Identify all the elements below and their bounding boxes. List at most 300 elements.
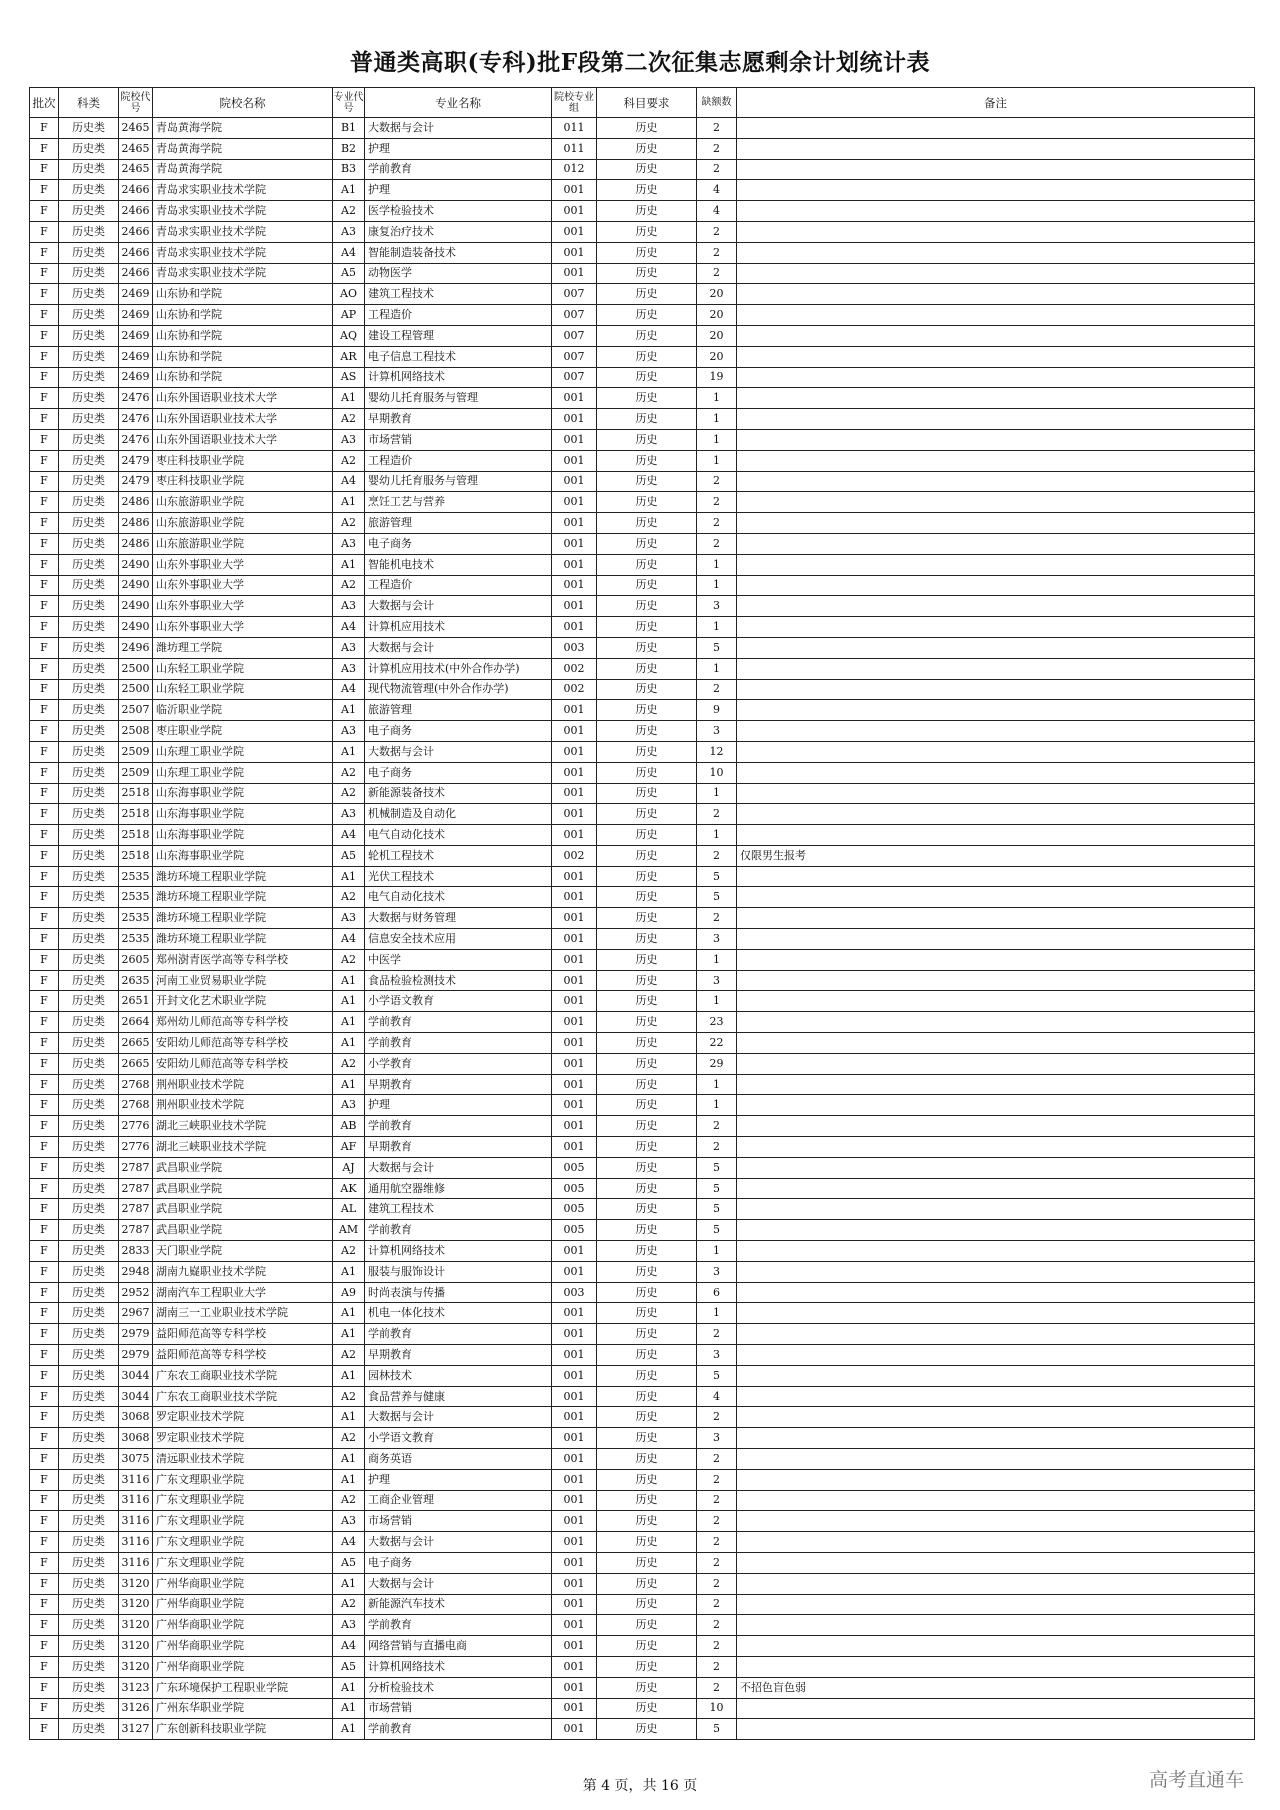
cell-vacancy: 1 — [697, 1303, 737, 1324]
cell-batch: F — [30, 1137, 59, 1158]
cell-category: 历史类 — [59, 637, 119, 658]
cell-major-group: 012 — [552, 159, 597, 180]
cell-remark — [737, 866, 1255, 887]
cell-vacancy: 2 — [697, 1552, 737, 1573]
cell-school-code: 3120 — [119, 1636, 153, 1657]
cell-vacancy: 2 — [697, 221, 737, 242]
cell-category: 历史类 — [59, 845, 119, 866]
table-row — [30, 596, 1255, 617]
cell-school-name: 湖南三一工业职业技术学院 — [153, 1303, 333, 1324]
cell-major-name: 通用航空器维修 — [365, 1178, 552, 1199]
cell-category: 历史类 — [59, 533, 119, 554]
cell-category: 历史类 — [59, 1137, 119, 1158]
cell-major-group: 001 — [552, 1033, 597, 1054]
cell-major-name: 动物医学 — [365, 263, 552, 284]
table-row — [30, 1532, 1255, 1553]
cell-category: 历史类 — [59, 1719, 119, 1740]
cell-remark — [737, 492, 1255, 513]
cell-category: 历史类 — [59, 1261, 119, 1282]
cell-remark — [737, 1303, 1255, 1324]
cell-batch: F — [30, 388, 59, 409]
cell-batch: F — [30, 1261, 59, 1282]
cell-subject-req: 历史 — [597, 908, 697, 929]
cell-major-name: 计算机应用技术(中外合作办学) — [365, 658, 552, 679]
table-row — [30, 721, 1255, 742]
cell-remark — [737, 305, 1255, 326]
cell-category: 历史类 — [59, 1074, 119, 1095]
table-row — [30, 1573, 1255, 1594]
cell-subject-req: 历史 — [597, 1345, 697, 1366]
cell-major-name: 智能机电技术 — [365, 554, 552, 575]
cell-major-name: 服装与服饰设计 — [365, 1261, 552, 1282]
table-row — [30, 513, 1255, 534]
cell-school-name: 广东农工商职业技术学院 — [153, 1365, 333, 1386]
cell-remark — [737, 201, 1255, 222]
cell-school-name: 青岛求实职业技术学院 — [153, 221, 333, 242]
cell-school-name: 广东创新科技职业学院 — [153, 1719, 333, 1740]
cell-remark — [737, 367, 1255, 388]
cell-school-code: 2466 — [119, 180, 153, 201]
table-row — [30, 658, 1255, 679]
cell-major-code: AO — [333, 284, 365, 305]
cell-major-code: A3 — [333, 221, 365, 242]
cell-major-group: 001 — [552, 409, 597, 430]
cell-major-name: 分析检验技术 — [365, 1677, 552, 1698]
cell-major-name: 食品营养与健康 — [365, 1386, 552, 1407]
cell-category: 历史类 — [59, 596, 119, 617]
cell-batch: F — [30, 1033, 59, 1054]
cell-major-code: A2 — [333, 1053, 365, 1074]
cell-batch: F — [30, 471, 59, 492]
cell-school-code: 2509 — [119, 762, 153, 783]
cell-school-name: 山东海事职业学院 — [153, 825, 333, 846]
cell-vacancy: 1 — [697, 825, 737, 846]
cell-vacancy: 1 — [697, 554, 737, 575]
cell-remark — [737, 388, 1255, 409]
cell-school-name: 湖北三峡职业技术学院 — [153, 1116, 333, 1137]
cell-batch: F — [30, 1552, 59, 1573]
cell-batch: F — [30, 1615, 59, 1636]
cell-subject-req: 历史 — [597, 1594, 697, 1615]
cell-subject-req: 历史 — [597, 1157, 697, 1178]
cell-vacancy: 4 — [697, 201, 737, 222]
cell-vacancy: 20 — [697, 305, 737, 326]
cell-school-name: 湖南九嶷职业技术学院 — [153, 1261, 333, 1282]
table-row — [30, 1345, 1255, 1366]
cell-major-code: B1 — [333, 118, 365, 139]
cell-vacancy: 4 — [697, 180, 737, 201]
cell-subject-req: 历史 — [597, 617, 697, 638]
cell-school-name: 青岛黄海学院 — [153, 138, 333, 159]
cell-category: 历史类 — [59, 887, 119, 908]
cell-major-group: 001 — [552, 492, 597, 513]
cell-major-name: 旅游管理 — [365, 513, 552, 534]
cell-category: 历史类 — [59, 450, 119, 471]
cell-school-name: 荆州职业技术学院 — [153, 1074, 333, 1095]
cell-major-group: 001 — [552, 1053, 597, 1074]
cell-school-name: 武昌职业学院 — [153, 1178, 333, 1199]
cell-subject-req: 历史 — [597, 741, 697, 762]
cell-major-name: 计算机网络技术 — [365, 1656, 552, 1677]
cell-school-name: 山东协和学院 — [153, 346, 333, 367]
cell-school-code: 2535 — [119, 929, 153, 950]
cell-remark — [737, 1386, 1255, 1407]
cell-school-code: 3116 — [119, 1469, 153, 1490]
cell-category: 历史类 — [59, 1386, 119, 1407]
cell-major-name: 大数据与会计 — [365, 1532, 552, 1553]
cell-remark — [737, 741, 1255, 762]
cell-subject-req: 历史 — [597, 513, 697, 534]
cell-major-code: AJ — [333, 1157, 365, 1178]
page-title: 普通类高职(专科)批F段第二次征集志愿剩余计划统计表 — [349, 49, 931, 76]
table-row — [30, 1157, 1255, 1178]
cell-subject-req: 历史 — [597, 637, 697, 658]
cell-vacancy: 2 — [697, 679, 737, 700]
cell-subject-req: 历史 — [597, 242, 697, 263]
cell-school-name: 湖南汽车工程职业大学 — [153, 1282, 333, 1303]
cell-major-code: A2 — [333, 1345, 365, 1366]
cell-subject-req: 历史 — [597, 1116, 697, 1137]
cell-major-code: A3 — [333, 721, 365, 742]
cell-major-name: 小学语文教育 — [365, 991, 552, 1012]
cell-batch: F — [30, 866, 59, 887]
cell-vacancy: 2 — [697, 1449, 737, 1470]
cell-remark — [737, 1407, 1255, 1428]
cell-subject-req: 历史 — [597, 1573, 697, 1594]
cell-major-group: 011 — [552, 138, 597, 159]
cell-category: 历史类 — [59, 1511, 119, 1532]
cell-school-name: 枣庄职业学院 — [153, 721, 333, 742]
cell-major-name: 工程造价 — [365, 305, 552, 326]
cell-category: 历史类 — [59, 1594, 119, 1615]
cell-school-name: 山东协和学院 — [153, 284, 333, 305]
cell-remark — [737, 1053, 1255, 1074]
cell-remark — [737, 159, 1255, 180]
cell-school-name: 广东文理职业学院 — [153, 1532, 333, 1553]
cell-subject-req: 历史 — [597, 1074, 697, 1095]
cell-school-code: 3120 — [119, 1615, 153, 1636]
cell-school-code: 2476 — [119, 429, 153, 450]
cell-batch: F — [30, 887, 59, 908]
cell-school-code: 2952 — [119, 1282, 153, 1303]
cell-vacancy: 1 — [697, 949, 737, 970]
cell-major-name: 学前教育 — [365, 1324, 552, 1345]
cell-subject-req: 历史 — [597, 1532, 697, 1553]
cell-subject-req: 历史 — [597, 221, 697, 242]
cell-major-group: 007 — [552, 305, 597, 326]
cell-major-group: 001 — [552, 1490, 597, 1511]
cell-subject-req: 历史 — [597, 700, 697, 721]
table-row — [30, 929, 1255, 950]
cell-batch: F — [30, 138, 59, 159]
cell-major-name: 市场营销 — [365, 1511, 552, 1532]
cell-major-name: 园林技术 — [365, 1365, 552, 1386]
cell-major-name: 智能制造装备技术 — [365, 242, 552, 263]
cell-remark — [737, 575, 1255, 596]
cell-subject-req: 历史 — [597, 429, 697, 450]
cell-major-group: 001 — [552, 1386, 597, 1407]
cell-major-code: A1 — [333, 1303, 365, 1324]
cell-school-code: 2465 — [119, 159, 153, 180]
cell-category: 历史类 — [59, 1532, 119, 1553]
cell-vacancy: 19 — [697, 367, 737, 388]
col-header-vacancy: 缺额数 — [697, 88, 737, 118]
cell-major-name: 学前教育 — [365, 159, 552, 180]
cell-subject-req: 历史 — [597, 325, 697, 346]
cell-major-name: 中医学 — [365, 949, 552, 970]
cell-major-code: A2 — [333, 1428, 365, 1449]
cell-remark — [737, 804, 1255, 825]
cell-category: 历史类 — [59, 1698, 119, 1719]
cell-remark — [737, 929, 1255, 950]
cell-category: 历史类 — [59, 1345, 119, 1366]
cell-major-code: AR — [333, 346, 365, 367]
cell-category: 历史类 — [59, 970, 119, 991]
cell-remark — [737, 1573, 1255, 1594]
cell-school-code: 2466 — [119, 221, 153, 242]
cell-major-code: A1 — [333, 1469, 365, 1490]
cell-major-code: AQ — [333, 325, 365, 346]
cell-school-name: 河南工业贸易职业学院 — [153, 970, 333, 991]
cell-school-code: 2479 — [119, 450, 153, 471]
cell-major-code: A3 — [333, 429, 365, 450]
cell-subject-req: 历史 — [597, 783, 697, 804]
col-header-major-group: 院校专业组 — [552, 88, 597, 118]
cell-school-code: 2466 — [119, 263, 153, 284]
cell-school-name: 广东文理职业学院 — [153, 1552, 333, 1573]
cell-category: 历史类 — [59, 1241, 119, 1262]
cell-major-code: A1 — [333, 1407, 365, 1428]
cell-major-name: 建筑工程技术 — [365, 284, 552, 305]
cell-major-code: A4 — [333, 825, 365, 846]
cell-remark — [737, 1157, 1255, 1178]
cell-major-code: A1 — [333, 1698, 365, 1719]
cell-major-name: 电子商务 — [365, 762, 552, 783]
cell-remark: 仅限男生报考 — [737, 845, 1255, 866]
cell-major-name: 早期教育 — [365, 1345, 552, 1366]
cell-remark — [737, 617, 1255, 638]
table-row — [30, 1469, 1255, 1490]
cell-remark — [737, 409, 1255, 430]
cell-batch: F — [30, 1511, 59, 1532]
table-row — [30, 1552, 1255, 1573]
cell-category: 历史类 — [59, 617, 119, 638]
cell-batch: F — [30, 658, 59, 679]
col-header-remark: 备注 — [737, 88, 1255, 118]
cell-major-group: 001 — [552, 180, 597, 201]
cell-remark — [737, 1012, 1255, 1033]
cell-subject-req: 历史 — [597, 970, 697, 991]
cell-school-name: 广州华商职业学院 — [153, 1573, 333, 1594]
cell-major-name: 学前教育 — [365, 1033, 552, 1054]
cell-batch: F — [30, 970, 59, 991]
cell-category: 历史类 — [59, 866, 119, 887]
cell-major-group: 001 — [552, 1656, 597, 1677]
cell-vacancy: 3 — [697, 1428, 737, 1449]
cell-vacancy: 5 — [697, 1719, 737, 1740]
cell-category: 历史类 — [59, 1303, 119, 1324]
col-header-batch: 批次 — [30, 88, 59, 118]
table-row — [30, 575, 1255, 596]
table-row — [30, 242, 1255, 263]
cell-major-group: 001 — [552, 263, 597, 284]
table-row — [30, 970, 1255, 991]
cell-major-name: 机械制造及自动化 — [365, 804, 552, 825]
cell-remark — [737, 596, 1255, 617]
cell-remark — [737, 1511, 1255, 1532]
cell-school-code: 2768 — [119, 1074, 153, 1095]
cell-category: 历史类 — [59, 1636, 119, 1657]
cell-remark — [737, 637, 1255, 658]
cell-category: 历史类 — [59, 1677, 119, 1698]
cell-major-code: A1 — [333, 1719, 365, 1740]
cell-batch: F — [30, 429, 59, 450]
cell-category: 历史类 — [59, 1573, 119, 1594]
cell-remark — [737, 1428, 1255, 1449]
table-row — [30, 804, 1255, 825]
cell-major-group: 001 — [552, 221, 597, 242]
cell-major-name: 光伏工程技术 — [365, 866, 552, 887]
cell-vacancy: 2 — [697, 138, 737, 159]
cell-batch: F — [30, 1656, 59, 1677]
cell-school-name: 青岛求实职业技术学院 — [153, 180, 333, 201]
cell-major-name: 建设工程管理 — [365, 325, 552, 346]
cell-school-code: 2508 — [119, 721, 153, 742]
cell-school-code: 3068 — [119, 1407, 153, 1428]
table-row — [30, 1698, 1255, 1719]
cell-batch: F — [30, 242, 59, 263]
cell-vacancy: 10 — [697, 762, 737, 783]
cell-major-name: 工程造价 — [365, 450, 552, 471]
cell-subject-req: 历史 — [597, 1095, 697, 1116]
cell-vacancy: 2 — [697, 1615, 737, 1636]
cell-school-name: 广东农工商职业技术学院 — [153, 1386, 333, 1407]
cell-major-group: 001 — [552, 866, 597, 887]
cell-vacancy: 1 — [697, 1074, 737, 1095]
cell-remark — [737, 908, 1255, 929]
cell-batch: F — [30, 596, 59, 617]
cell-school-code: 2948 — [119, 1261, 153, 1282]
cell-major-group: 007 — [552, 367, 597, 388]
cell-school-code: 2535 — [119, 908, 153, 929]
cell-category: 历史类 — [59, 762, 119, 783]
cell-major-group: 007 — [552, 284, 597, 305]
cell-batch: F — [30, 845, 59, 866]
cell-vacancy: 2 — [697, 804, 737, 825]
cell-school-code: 3044 — [119, 1386, 153, 1407]
cell-vacancy: 5 — [697, 866, 737, 887]
cell-category: 历史类 — [59, 1033, 119, 1054]
cell-batch: F — [30, 1719, 59, 1740]
cell-subject-req: 历史 — [597, 1365, 697, 1386]
cell-batch: F — [30, 1012, 59, 1033]
cell-vacancy: 2 — [697, 118, 737, 139]
cell-major-group: 001 — [552, 1137, 597, 1158]
table-row — [30, 346, 1255, 367]
table-row — [30, 554, 1255, 575]
cell-school-name: 广东文理职业学院 — [153, 1490, 333, 1511]
cell-major-name: 小学教育 — [365, 1053, 552, 1074]
cell-major-code: A4 — [333, 471, 365, 492]
cell-vacancy: 2 — [697, 845, 737, 866]
cell-school-code: 2535 — [119, 866, 153, 887]
cell-major-group: 001 — [552, 1241, 597, 1262]
cell-batch: F — [30, 305, 59, 326]
cell-major-name: 计算机应用技术 — [365, 617, 552, 638]
cell-school-code: 2500 — [119, 679, 153, 700]
cell-major-code: A5 — [333, 1656, 365, 1677]
cell-category: 历史类 — [59, 700, 119, 721]
cell-major-code: A1 — [333, 700, 365, 721]
table-row — [30, 1719, 1255, 1740]
cell-category: 历史类 — [59, 575, 119, 596]
cell-category: 历史类 — [59, 783, 119, 804]
cell-vacancy: 2 — [697, 1656, 737, 1677]
cell-major-group: 001 — [552, 1469, 597, 1490]
cell-category: 历史类 — [59, 929, 119, 950]
cell-major-name: 医学检验技术 — [365, 201, 552, 222]
cell-vacancy: 2 — [697, 492, 737, 513]
cell-vacancy: 3 — [697, 721, 737, 742]
cell-school-code: 2787 — [119, 1157, 153, 1178]
table-row — [30, 1677, 1255, 1698]
cell-batch: F — [30, 325, 59, 346]
cell-remark — [737, 1552, 1255, 1573]
table-row — [30, 1116, 1255, 1137]
cell-batch: F — [30, 513, 59, 534]
cell-subject-req: 历史 — [597, 1719, 697, 1740]
cell-school-code: 2466 — [119, 242, 153, 263]
cell-major-name: 新能源装备技术 — [365, 783, 552, 804]
cell-category: 历史类 — [59, 367, 119, 388]
cell-subject-req: 历史 — [597, 1012, 697, 1033]
cell-vacancy: 20 — [697, 346, 737, 367]
cell-remark — [737, 1656, 1255, 1677]
cell-major-name: 学前教育 — [365, 1615, 552, 1636]
cell-major-group: 001 — [552, 1012, 597, 1033]
cell-school-code: 3120 — [119, 1656, 153, 1677]
table-row — [30, 845, 1255, 866]
cell-vacancy: 23 — [697, 1012, 737, 1033]
cell-batch: F — [30, 617, 59, 638]
cell-major-group: 003 — [552, 1282, 597, 1303]
cell-subject-req: 历史 — [597, 825, 697, 846]
cell-vacancy: 2 — [697, 263, 737, 284]
cell-major-group: 001 — [552, 429, 597, 450]
cell-category: 历史类 — [59, 1116, 119, 1137]
cell-batch: F — [30, 221, 59, 242]
cell-batch: F — [30, 1303, 59, 1324]
cell-school-code: 3116 — [119, 1552, 153, 1573]
cell-major-name: 建筑工程技术 — [365, 1199, 552, 1220]
cell-subject-req: 历史 — [597, 138, 697, 159]
cell-batch: F — [30, 1532, 59, 1553]
cell-major-group: 001 — [552, 1261, 597, 1282]
cell-major-code: A1 — [333, 1449, 365, 1470]
cell-major-group: 001 — [552, 908, 597, 929]
cell-batch: F — [30, 201, 59, 222]
cell-major-code: AK — [333, 1178, 365, 1199]
header-row — [30, 88, 1255, 118]
table-row — [30, 471, 1255, 492]
cell-school-name: 山东海事职业学院 — [153, 804, 333, 825]
cell-batch: F — [30, 346, 59, 367]
cell-major-code: A2 — [333, 575, 365, 596]
cell-major-name: 大数据与会计 — [365, 596, 552, 617]
col-header-category: 科类 — [59, 88, 119, 118]
cell-school-code: 2664 — [119, 1012, 153, 1033]
cell-category: 历史类 — [59, 409, 119, 430]
